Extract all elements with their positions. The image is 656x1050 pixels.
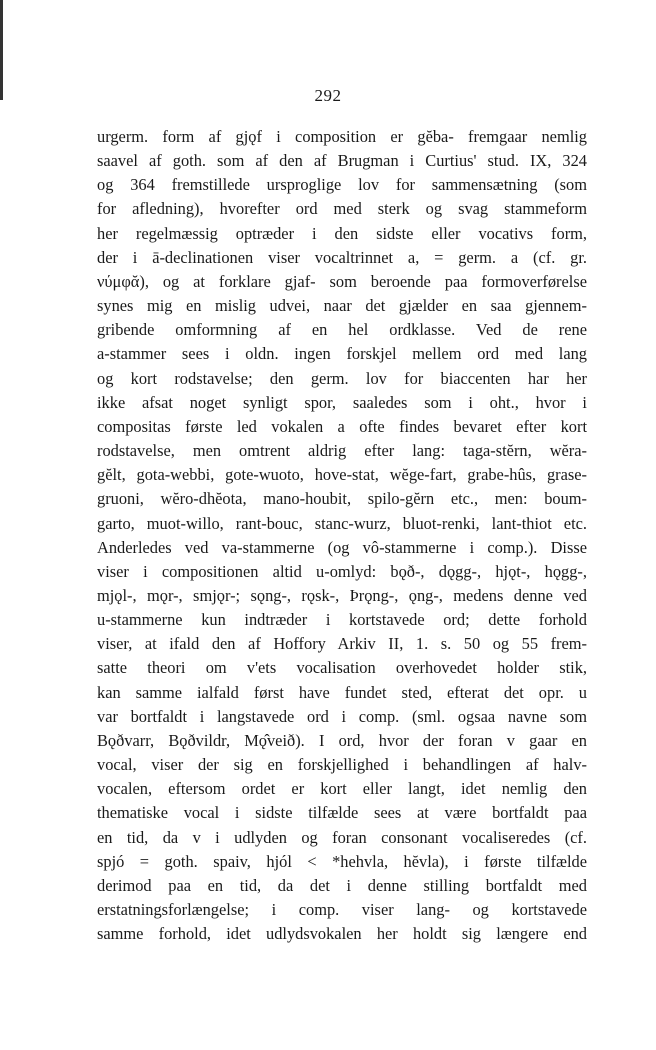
text-line: en tid, da v i udlyden og foran consonant vocaliseredes (cf. [97, 827, 587, 847]
text-line: thematiske vocal i sidste tilfælde sees at være bortfaldt paa [97, 803, 587, 823]
text-line: vocal, viser der sig en forskjellighed i behandlingen af halv- [97, 755, 587, 775]
body-text [97, 125, 587, 946]
page-edge-mark [0, 0, 3, 100]
text-line: rodstavelse, men omtrent aldrig efter lang: taga-stĕrn, wĕra- [97, 441, 587, 461]
page-number: 292 [314, 86, 342, 105]
text-line: erstatningsforlængelse; i comp. viser lang- og kortstavede [97, 900, 587, 919]
text-line: kan samme ialfald først have fundet sted, efterat det opr. u [97, 682, 587, 702]
text-line: synes mig en mislig udvei, naar det gjælder en saa gjennem- [97, 296, 587, 316]
text-line: gribende omformning af en hel ordklasse. Ved de rene [97, 320, 587, 340]
text-line: a-stammer sees i oldn. ingen forskjel mellem ord med lang [97, 344, 587, 364]
text-line: Anderledes ved va-stammerne (og vô-stammerne i comp.). Disse [97, 537, 587, 557]
text-line: og 364 fremstillede ursproglige lov for sammensætning (som [97, 175, 587, 195]
text-line: vocalen, eftersom ordet er kort eller langt, idet nemlig den [97, 779, 587, 799]
text-line: saavel af goth. som af den af Brugman i Curtius' stud. IX, 324 [97, 151, 587, 171]
text-line: samme forhold, idet udlydsvokalen her holdt sig længere end [97, 924, 587, 944]
text-line: u-stammerne kun indtræder i kortstavede ord; dette forhold [97, 610, 587, 630]
text-line: mjǫl-, mǫr-, smjǫr-; sǫng-, rǫsk-, Þrǫng-, ǫng-, medens denne ved [97, 585, 587, 605]
text-line: spjó = goth. spaiv, hjól < *hehvla, hĕvla), i første tilfælde [97, 851, 587, 871]
text-line: compositas første led vokalen a ofte findes bevaret efter kort [97, 416, 587, 436]
text-line: νύμφᾰ), og at forklare gjaf- som beroende paa formoverførelse [97, 271, 587, 291]
text-line: for afledning), hvorefter ord med sterk og svag stammeform [97, 199, 587, 219]
text-line: urgerm. form af gjǫf i composition er gĕba- fremgaar nemlig [97, 127, 587, 146]
text-line: ikke afsat noget synligt spor, saaledes som i oht., hvor i [97, 392, 587, 412]
text-line: gruoni, wĕro-dhĕota, mano-houbit, spilo-gĕrn etc., men: boum- [97, 489, 587, 509]
text-line: viser, at ifald den af Hoffory Arkiv II, 1. s. 50 og 55 frem- [97, 634, 587, 654]
text-line: garto, muot-willo, rant-bouc, stanc-wurz, bluot-renki, lant-thiot etc. [97, 513, 587, 533]
text-line: og kort rodstavelse; den germ. lov for biaccenten har her [97, 368, 587, 388]
text-line: der i ā-declinationen viser vocaltrinnet a, = germ. a (cf. gr. [97, 247, 587, 267]
text-line: var bortfaldt i langstavede ord i comp. (sml. ogsaa navne som [97, 706, 587, 726]
text-line: viser i compositionen altid u-omlyd: bǫð-, dǫgg-, hjǫt-, hǫgg-, [97, 561, 587, 581]
text-line: satte theori om v'ets vocalisation overhovedet holder stik, [97, 658, 587, 678]
text-line: derimod paa en tid, da det i denne stilling bortfaldt med [97, 875, 587, 895]
text-line: her regelmæssig optræder i den sidste eller vocativs form, [97, 223, 587, 243]
text-line: Bǫðvarr, Bǫðvildr, Mǫ̂veið). I ord, hvor der foran v gaar en [97, 730, 587, 750]
text-line: gĕlt, gota-webbi, gote-wuoto, hove-stat, wĕge-fart, grabe-hûs, grase- [97, 465, 587, 485]
